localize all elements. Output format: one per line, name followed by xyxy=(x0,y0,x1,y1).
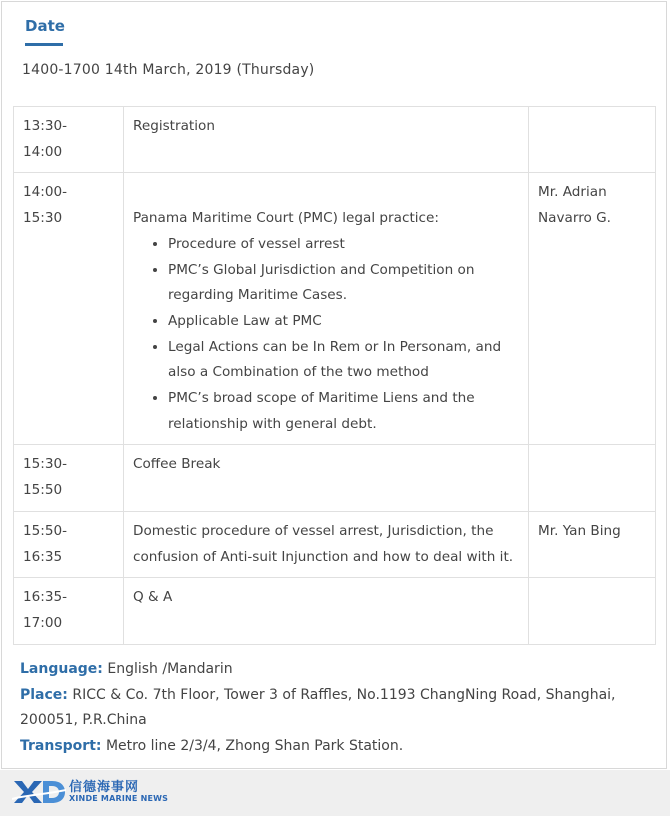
time-end: 15:50 xyxy=(23,482,63,499)
topic-text: Panama Maritime Court (PMC) legal practice: xyxy=(133,210,439,227)
time-start: 14:00- xyxy=(23,184,68,201)
time-start: 13:30- xyxy=(23,118,68,134)
table-row xyxy=(14,511,656,577)
time-cell xyxy=(14,173,124,445)
transport-label: Transport: xyxy=(20,738,102,755)
topic-text: Domestic procedure of vessel arrest, Jurisdiction, the confusion of Anti-suit Injunction and how to deal with it. xyxy=(133,522,514,565)
event-info xyxy=(20,657,655,760)
logo-chinese-text: 信德海事网 xyxy=(69,780,140,795)
topic-cell xyxy=(124,107,529,173)
list-item: • Applicable Law at PMC xyxy=(168,309,519,335)
topic-bullet-list xyxy=(133,232,519,438)
section-heading: Date xyxy=(25,17,65,35)
time-cell xyxy=(14,107,124,173)
time-start: 16:35- xyxy=(23,589,68,606)
topic-cell xyxy=(124,511,529,577)
time-start: 15:30- xyxy=(23,456,68,473)
language-label: Language: xyxy=(20,661,103,677)
topic-cell xyxy=(124,445,529,511)
place-value: RICC & Co. 7th Floor, Tower 3 of Raffles, No.1193 ChangNing Road, Shanghai, 200051, P.R.China xyxy=(20,686,616,729)
transport-value: Metro line 2/3/4, Zhong Shan Park Station. xyxy=(105,738,404,755)
logo-english-text: XINDE MARINE NEWS xyxy=(69,794,169,803)
language-value: English /Mandarin xyxy=(107,661,233,677)
speaker-cell xyxy=(529,578,656,644)
topic-cell xyxy=(124,173,529,445)
speaker-cell xyxy=(529,173,656,445)
place-label: Place: xyxy=(20,686,68,703)
speaker-cell xyxy=(529,511,656,577)
time-end: 15:30 xyxy=(23,210,63,227)
speaker-cell xyxy=(529,445,656,511)
event-date: 1400-1700 14th March, 2019 (Thursday) xyxy=(22,62,315,78)
list-item: • PMC’s broad scope of Maritime Liens and the relationship with general debt. xyxy=(168,386,519,437)
time-cell xyxy=(14,511,124,577)
table-row xyxy=(14,578,656,644)
language-line xyxy=(20,657,655,683)
topic-text: Coffee Break xyxy=(133,456,221,473)
speaker-name: Mr. Adrian Navarro G. xyxy=(538,184,612,227)
time-cell xyxy=(14,445,124,511)
topic-cell xyxy=(124,578,529,644)
list-item: • Legal Actions can be In Rem or In Personam, and also a Combination of the two method xyxy=(168,335,519,386)
time-end: 17:00 xyxy=(23,614,63,631)
list-item: • Procedure of vessel arrest xyxy=(168,232,519,258)
table-row xyxy=(14,173,656,445)
speaker-cell xyxy=(529,107,656,173)
table-row xyxy=(14,107,656,173)
place-line xyxy=(20,683,655,734)
footer-bar xyxy=(0,770,670,816)
table-row xyxy=(14,445,656,511)
topic-text: Registration xyxy=(133,118,215,134)
list-item: • PMC’s Global Jurisdiction and Competition on regarding Maritime Cases. xyxy=(168,258,519,309)
speaker-name: Mr. Yan Bing xyxy=(538,522,621,539)
time-end: 16:35 xyxy=(23,548,63,565)
xd-logo-icon xyxy=(12,778,66,806)
topic-text: Q & A xyxy=(133,589,173,606)
time-cell xyxy=(14,578,124,644)
time-end: 14:00 xyxy=(23,143,63,160)
agenda-table xyxy=(13,106,656,645)
transport-line xyxy=(20,734,655,760)
time-start: 15:50- xyxy=(23,522,68,539)
heading-underline xyxy=(25,43,63,46)
